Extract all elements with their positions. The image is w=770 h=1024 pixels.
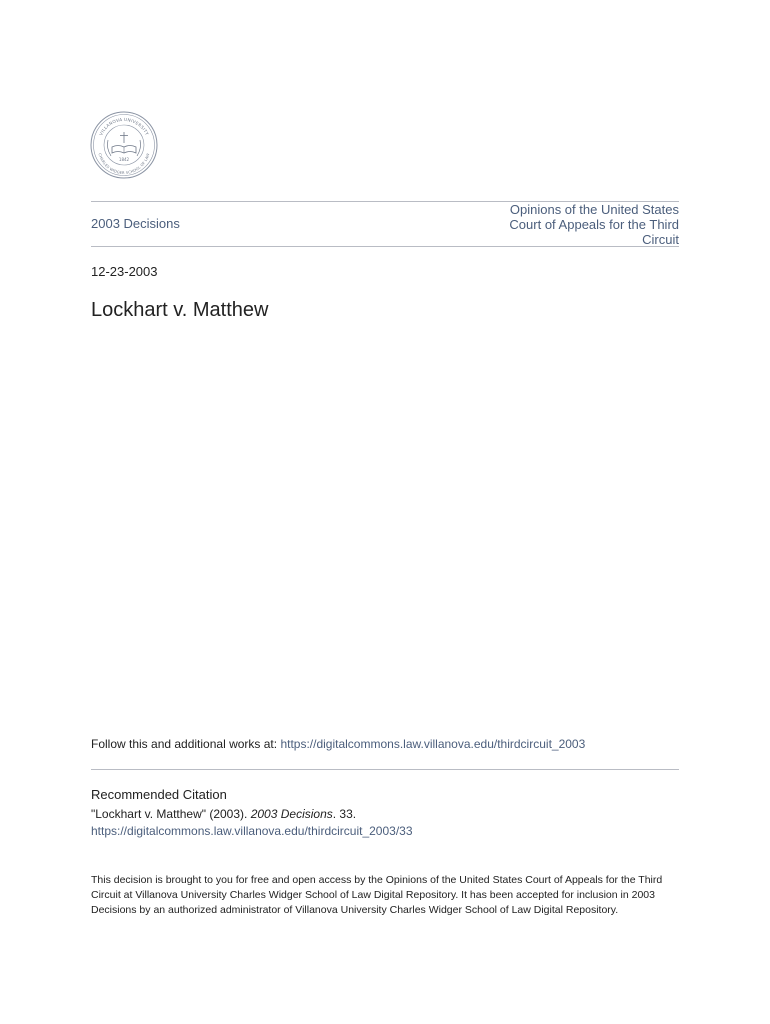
villanova-university-seal-icon bbox=[89, 110, 159, 180]
follow-rule bbox=[91, 769, 679, 770]
series-link[interactable]: 2003 Decisions bbox=[91, 216, 180, 231]
seal-year: 1842 bbox=[118, 157, 130, 162]
document-title: Lockhart v. Matthew bbox=[91, 299, 269, 321]
citation-text-after: . 33. bbox=[332, 807, 357, 821]
follow-line bbox=[91, 737, 585, 751]
document-date: 12-23-2003 bbox=[91, 264, 158, 279]
publication-link[interactable]: Opinions of the United States Court of Appeals for the Third Circuit bbox=[509, 202, 679, 247]
citation-text-before: "Lockhart v. Matthew" (2003). bbox=[91, 807, 251, 821]
citation-source: 2003 Decisions bbox=[250, 807, 333, 821]
citation-heading: Recommended Citation bbox=[91, 787, 227, 802]
citation-link[interactable]: https://digitalcommons.law.villanova.edu/thirdcircuit_2003/33 bbox=[91, 824, 413, 838]
seal-text-top: VILLANOVA UNIVERSITY bbox=[98, 116, 150, 137]
citation-text bbox=[91, 807, 356, 821]
access-notice: This decision is brought to you for free and open access by the Opinions of the United States Court of Appeals for the Third Circuit at Villanova University Charles Widger School of Law Digital Repository. It has been accepted for inclusion in 2003 Decisions by an authorized administrator of Villanova University Charles Widger School of Law Digital Repository. bbox=[91, 874, 663, 916]
citation-link-line bbox=[91, 824, 413, 838]
follow-link[interactable]: https://digitalcommons.law.villanova.edu/thirdcircuit_2003 bbox=[280, 737, 586, 751]
follow-label: Follow this and additional works at: bbox=[91, 737, 281, 751]
header-rule-bottom bbox=[91, 246, 679, 247]
svg-text:CHARLES WIDGER SCHOOL OF LAW bbox=[98, 152, 151, 175]
seal-text-bottom: CHARLES WIDGER SCHOOL OF LAW bbox=[97, 152, 151, 176]
